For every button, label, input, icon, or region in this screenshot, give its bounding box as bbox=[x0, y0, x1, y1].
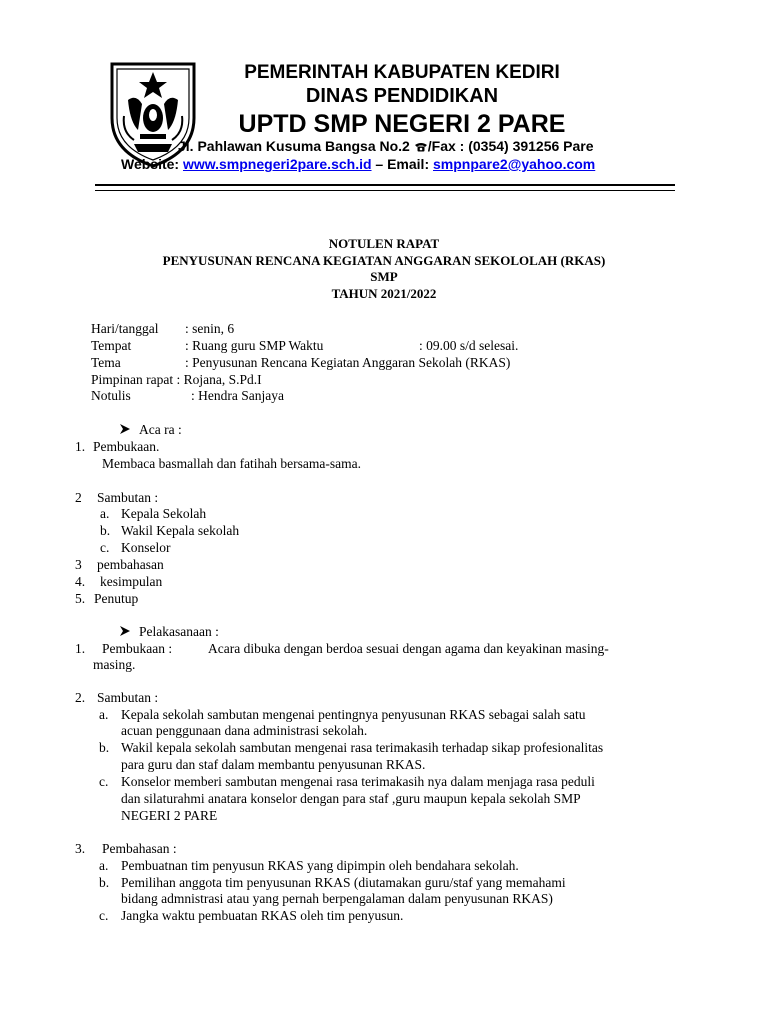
acara-item: Pembukaan. bbox=[93, 439, 160, 454]
website-label: Website: bbox=[121, 156, 183, 172]
acara-subitem: Wakil Kepala sekolah bbox=[121, 523, 240, 538]
letterhead-school: UPTD SMP NEGERI 2 PARE bbox=[238, 110, 566, 138]
pembukaan-num: 1. bbox=[75, 641, 86, 656]
letterhead-department: DINAS PENDIDIKAN bbox=[305, 85, 499, 107]
sambutan-item-cont: dan silaturahmi anatara konselor dengan para staf ,guru maupun kepala sekolah SMP bbox=[121, 791, 581, 806]
acara-item: Membaca basmallah dan fatihah bersama-sama. bbox=[102, 456, 362, 471]
acara-num: 5. bbox=[75, 591, 86, 606]
sambutan-subnum: c. bbox=[99, 774, 109, 789]
acara-subnum: a. bbox=[100, 506, 110, 521]
letterhead-rule-thick bbox=[95, 184, 675, 186]
tempat-label: Tempat bbox=[91, 338, 132, 353]
sambutan-item: Wakil kepala sekolah sambutan mengenai rasa terimakasih terhadap sikap profesionalitas bbox=[121, 740, 604, 755]
acara-item: pembahasan bbox=[97, 557, 164, 572]
arrowhead-bullet-icon bbox=[120, 424, 130, 434]
letterhead-government: PEMERINTAH KABUPATEN KEDIRI bbox=[244, 62, 560, 83]
sambutan-subnum: a. bbox=[99, 707, 109, 722]
pembahasan-item: Jangka waktu pembuatan RKAS oleh tim penyusun. bbox=[121, 908, 404, 923]
pimpinan-line: Pimpinan rapat : Rojana, S.Pd.I bbox=[91, 372, 262, 387]
pelaksanaan-heading bbox=[120, 624, 219, 640]
pembahasan-num: 3. bbox=[75, 841, 86, 856]
acara-heading-text: Aca ra : bbox=[139, 422, 182, 437]
pembahasan-subnum: a. bbox=[99, 858, 109, 873]
hari-label: Hari/tanggal bbox=[91, 321, 159, 336]
acara-subnum: c. bbox=[100, 540, 110, 555]
pembukaan-label: Pembukaan : bbox=[102, 641, 173, 656]
acara-heading bbox=[120, 422, 182, 438]
email-label: – Email: bbox=[371, 156, 433, 172]
fax-text: /Fax : (0354) 391256 Pare bbox=[427, 138, 594, 154]
pembahasan-item: Pembuatnan tim penyusun RKAS yang dipimpin oleh bendahara sekolah. bbox=[121, 858, 519, 873]
tempat-value: : Ruang guru SMP Waktu bbox=[185, 338, 324, 353]
phone-icon bbox=[415, 142, 427, 152]
sambutan-num: 2. bbox=[75, 690, 86, 705]
notulis-value: : Hendra Sanjaya bbox=[191, 388, 284, 403]
pembahasan-item-cont: bidang admnistrasi atau yang pernah berpengalaman dalam penyusunan RKAS) bbox=[121, 891, 553, 906]
doc-year: TAHUN 2021/2022 bbox=[331, 286, 437, 301]
acara-num: 3 bbox=[75, 557, 82, 572]
sambutan-label: Sambutan : bbox=[97, 690, 159, 705]
doc-title: NOTULEN RAPAT bbox=[328, 236, 440, 251]
letterhead-address bbox=[178, 138, 594, 154]
pembahasan-subnum: c. bbox=[99, 908, 109, 923]
acara-num: 2 bbox=[75, 490, 82, 505]
waktu-value: : 09.00 s/d selesai. bbox=[419, 338, 519, 353]
sambutan-item: Konselor memberi sambutan mengenai rasa terimakasih nya dalam menjaga rasa peduli bbox=[121, 774, 595, 789]
pembahasan-subnum: b. bbox=[99, 875, 110, 890]
sambutan-item-cont: para guru dan staf dalam membantu penyusunan RKAS. bbox=[121, 757, 426, 772]
pembahasan-label: Pembahasan : bbox=[102, 841, 177, 856]
acara-num: 1. bbox=[75, 439, 86, 454]
doc-subtitle-smp: SMP bbox=[370, 269, 398, 284]
sambutan-item-cont: NEGERI 2 PARE bbox=[121, 808, 218, 823]
website-link[interactable]: www.smpnegeri2pare.sch.id bbox=[182, 156, 372, 172]
acara-item: kesimpulan bbox=[100, 574, 163, 589]
doc-subtitle: PENYUSUNAN RENCANA KEGIATAN ANGGARAN SEKOLOLAH (RKAS) bbox=[162, 253, 606, 268]
arrowhead-bullet-icon bbox=[120, 626, 130, 636]
tema-label: Tema bbox=[91, 355, 121, 370]
tema-value: : Penyusunan Rencana Kegiatan Anggaran Sekolah (RKAS) bbox=[185, 355, 511, 370]
acara-item: Sambutan : bbox=[97, 490, 159, 505]
address-text: Jl. Pahlawan Kusuma Bangsa No.2 bbox=[178, 138, 414, 154]
email-link[interactable]: smpnpare2@yahoo.com bbox=[433, 156, 596, 172]
acara-subitem: Kepala Sekolah bbox=[121, 506, 207, 521]
pembahasan-item: Pemilihan anggota tim penyusunan RKAS (diutamakan guru/staf yang memahami bbox=[121, 875, 566, 890]
letterhead-contact bbox=[121, 156, 595, 172]
sambutan-subnum: b. bbox=[99, 740, 110, 755]
sambutan-item-cont: acuan penggunaan dana administrasi sekolah. bbox=[121, 723, 368, 738]
hari-value: : senin, 6 bbox=[185, 321, 235, 336]
pembukaan-text: Acara dibuka dengan berdoa sesuai dengan agama dan keyakinan masing- bbox=[208, 641, 609, 656]
acara-item: Penutup bbox=[94, 591, 139, 606]
acara-subnum: b. bbox=[100, 523, 111, 538]
notulis-label: Notulis bbox=[91, 388, 131, 403]
acara-subitem: Konselor bbox=[121, 540, 171, 555]
acara-num: 4. bbox=[75, 574, 86, 589]
sambutan-item: Kepala sekolah sambutan mengenai pentingnya penyusunan RKAS sebagai salah satu bbox=[121, 707, 586, 722]
pelaksanaan-heading-text: Pelakasanaan : bbox=[139, 624, 219, 639]
pembukaan-text-cont: masing. bbox=[93, 657, 136, 672]
letterhead-rule-thin bbox=[95, 190, 675, 191]
